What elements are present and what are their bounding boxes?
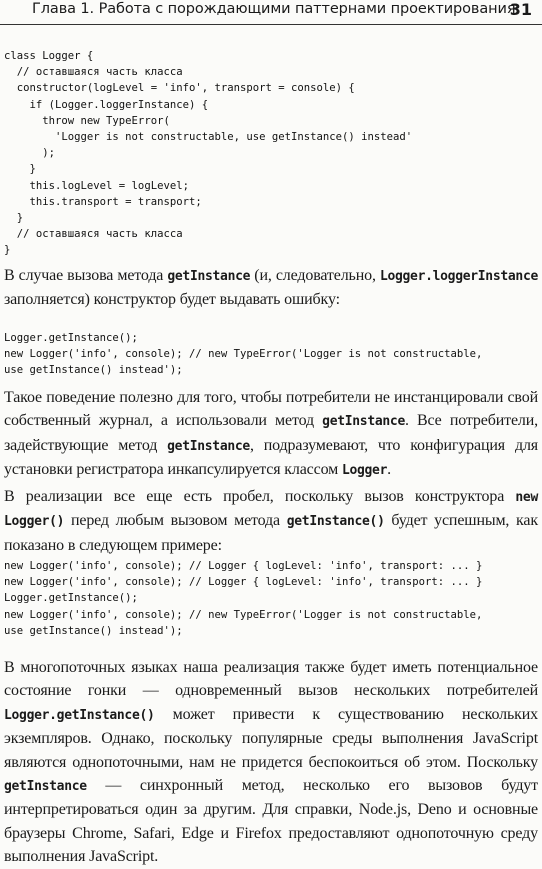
text-run: — синхронный метод, несколько его вызовов будут интерпретироваться один за другим. Для справки, Node.js, Deno и основные браузеры Chrome, Safari, Edge и Firefox предоставляют однопоточную среду выполнения JavaScript. (4, 777, 538, 866)
text-run: будет успешным, как показано в следующем примере: (4, 512, 538, 554)
paragraph-multithreading (4, 656, 538, 869)
text-run: Такое поведение полезно для того, чтобы потребители не инстанцировали свой собственный журнал, а использовали метод (4, 389, 538, 430)
running-header (0, 0, 542, 25)
text-run: (и, следовательно, (250, 267, 380, 284)
inline-code: Logger.getInstance() (4, 707, 155, 723)
inline-code: Logger.loggerInstance (379, 269, 538, 284)
text-run: В реализации все еще есть пробел, поскольку вызов конструктора (4, 488, 516, 505)
text-run: В случае вызова метода (4, 267, 168, 284)
paragraph-getinstance-error (4, 264, 538, 312)
code-block-example-calls: new Logger('info', console); // Logger { logLevel: 'info', transport: ... } new Logger('info', console); // Logger { logLevel: 'info', transport: ... } Logger.getInstance(); new Logger('info', console); // new TypeError('Logger is not constructable, use getInstance() instead'); (4, 560, 483, 637)
inline-code: new Logger() (4, 490, 538, 530)
text-run: может привести к существованию нескольких экземпляров. Однако, поскольку популярные среды выполнения JavaScript являются однопоточными, нам не придется беспокоиться об этом. Поскольку (4, 705, 538, 771)
code-block-type-error: Logger.getInstance(); new Logger('info', console); // new TypeError('Logger is not constructable, use getInstance() instead'); (4, 332, 483, 377)
chapter-title: Глава 1. Работа с порождающими паттернами проектирования (32, 1, 516, 17)
page-number: 31 (509, 0, 532, 19)
text-run: заполняется) конструктор будет выдавать ошибку: (4, 291, 340, 309)
code-block-logger-constructor: class Logger { // оставшаяся часть класса constructor(logLevel = 'info', transport = console) { if (Logger.loggerInstance) { throw new TypeError( 'Logger is not constructable, use getInstance() instead' ); } this.logLevel = logLevel; this.transport = transport; } // оставшаяся часть класса } (4, 50, 413, 257)
inline-code: getInstance (167, 438, 250, 454)
inline-code: getInstance (167, 269, 251, 284)
paragraph-behavior-explanation (4, 386, 538, 483)
inline-code: getInstance (4, 779, 87, 795)
text-run: перед любым вызовом метода (64, 512, 287, 530)
text-run: В многопоточных языках наша реализация также будет иметь потенциальное состояние гонки — одновременный вызов нескольких потребителей (4, 659, 538, 700)
inline-code: getInstance() (286, 514, 385, 530)
text-run: , подразумевают, что конфигурация для установки регистратора инкапсулируется классом (4, 436, 538, 479)
text-run: . Все потребители, задействующие метод (4, 412, 538, 454)
inline-code: Logger (341, 463, 388, 479)
text-run: . (387, 461, 391, 479)
inline-code: getInstance (322, 414, 405, 430)
paragraph-implementation-gap (4, 485, 538, 557)
